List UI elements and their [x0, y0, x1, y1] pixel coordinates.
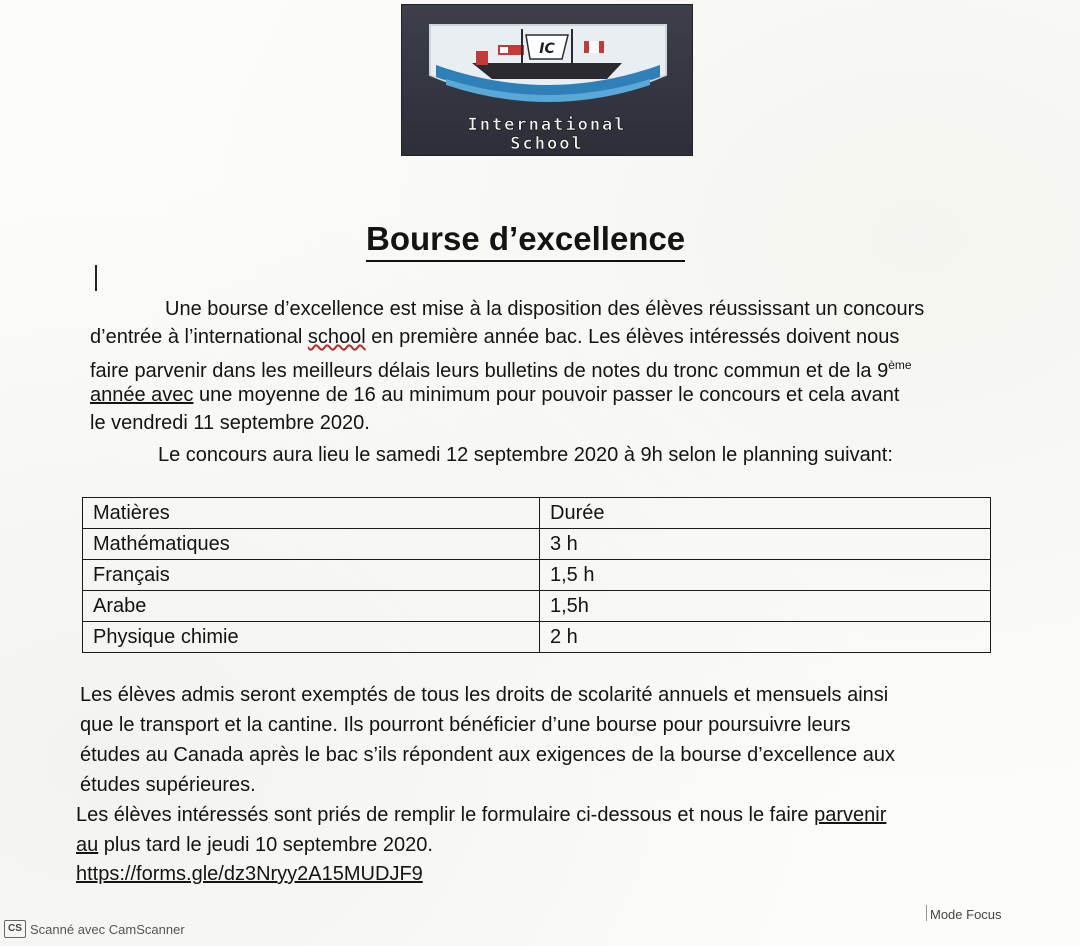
instructions-line-1a: Les élèves intéressés sont priés de remplir le formulaire ci-dessous et nous le faire: [76, 804, 815, 826]
exam-planning-table: [82, 497, 991, 653]
camscanner-icon: CS: [4, 920, 26, 938]
intro-line-4: [90, 381, 899, 409]
table-row: [83, 560, 991, 591]
duration-cell: 1,5h: [540, 591, 991, 622]
intro-line-4b: une moyenne de 16 au minimum pour pouvoir passer le concours et cela avant: [193, 384, 900, 406]
intro-line-3: [90, 351, 912, 385]
subject-cell: Français: [83, 560, 540, 591]
benefits-line-2: que le transport et la cantine. Ils pourront bénéficier d’une bourse pour poursuivre leurs: [80, 714, 851, 736]
camscanner-watermark: [4, 920, 185, 938]
intro-line-2: [90, 323, 899, 351]
table-row: [83, 591, 991, 622]
text-cursor-mark: [95, 265, 97, 291]
parvenir-underlined: parvenir: [814, 804, 887, 826]
subject-cell: Mathématiques: [83, 529, 540, 560]
table-row: [83, 622, 991, 653]
duration-cell: 3 h: [540, 529, 991, 560]
schedule-sentence: Le concours aura lieu le samedi 12 septembre 2020 à 9h selon le planning suivant:: [158, 444, 893, 466]
benefits-line-3: études au Canada après le bac s’ils répondent aux exigences de la bourse d’excellence aux: [80, 744, 895, 766]
subject-cell: Physique chimie: [83, 622, 540, 653]
intro-line-5: le vendredi 11 septembre 2020.: [90, 412, 370, 434]
instructions-line-2b: plus tard le jeudi 10 septembre 2020.: [98, 834, 433, 856]
duration-cell: 1,5 h: [540, 560, 991, 591]
logo-text-line1: International: [467, 115, 627, 135]
school-logo: [401, 4, 693, 156]
mode-focus-fragment: Mode Focus: [926, 905, 1002, 921]
intro-line-3-text: faire parvenir dans les meilleurs délais leurs bulletins de notes du tronc commun et de la 9: [90, 360, 889, 382]
duration-cell: 2 h: [540, 622, 991, 653]
intro-line-2b: en première année bac. Les élèves intéressés doivent nous: [365, 326, 900, 348]
au-underlined: au: [76, 834, 99, 856]
header-duree: Durée: [540, 498, 991, 529]
instructions-line-1: [76, 801, 886, 829]
svg-text:IC: IC: [539, 41, 555, 57]
table-row: [83, 529, 991, 560]
form-link[interactable]: https://forms.gle/dz3Nryy2A15MUDJF9: [76, 863, 423, 885]
logo-text-line2: School: [510, 134, 584, 154]
intro-line-2a: d’entrée à l’international: [90, 326, 308, 348]
benefits-line-4: études supérieures.: [80, 774, 256, 796]
benefits-line-1: Les élèves admis seront exemptés de tous les droits de scolarité annuels et mensuels ainsi: [80, 684, 889, 706]
table-header-row: [83, 498, 991, 529]
document-title: Bourse d’excellence: [366, 220, 685, 262]
camscanner-text: Scanné avec CamScanner: [30, 921, 185, 937]
header-matieres: Matières: [83, 498, 540, 529]
school-word: school: [307, 326, 366, 348]
annee-avec-underlined: année avec: [90, 384, 194, 406]
intro-line-1: Une bourse d’excellence est mise à la disposition des élèves réussissant un concours: [165, 298, 925, 320]
subject-cell: Arabe: [83, 591, 540, 622]
instructions-line-2: [76, 831, 433, 859]
superscript-eme: ème: [888, 358, 912, 372]
